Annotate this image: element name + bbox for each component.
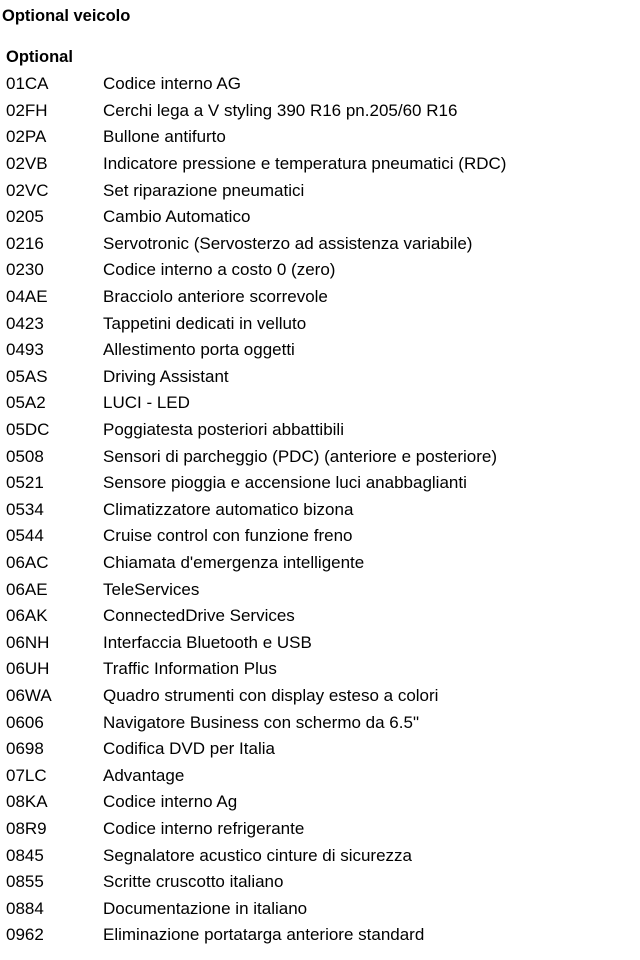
option-code: 06AC — [6, 552, 49, 572]
option-row — [6, 762, 636, 789]
option-description: Chiamata d'emergenza intelligente — [103, 552, 365, 572]
option-code: 05AS — [6, 366, 48, 386]
option-description: Advantage — [103, 765, 185, 785]
option-row — [6, 390, 636, 417]
option-code: 0230 — [6, 260, 44, 280]
option-row — [6, 177, 636, 204]
option-code: 01CA — [6, 74, 49, 94]
option-row — [6, 656, 636, 683]
option-description: Climatizzatore automatico bizona — [103, 499, 354, 519]
option-description: Codifica DVD per Italia — [103, 739, 275, 759]
option-description: Interfaccia Bluetooth e USB — [103, 632, 312, 652]
option-code: 06UH — [6, 659, 50, 679]
option-description: Bracciolo anteriore scorrevole — [103, 287, 328, 307]
option-code: 0698 — [6, 739, 44, 759]
option-row — [6, 736, 636, 763]
option-code: 0205 — [6, 207, 44, 227]
option-description: Documentazione in italiano — [103, 898, 308, 918]
option-description: Cerchi lega a V styling 390 R16 pn.205/60 R16 — [103, 100, 458, 120]
option-code: 05DC — [6, 420, 50, 440]
option-row — [6, 709, 636, 736]
option-description: Eliminazione portatarga anteriore standard — [103, 925, 425, 945]
option-description: Tappetini dedicati in velluto — [103, 313, 307, 333]
option-description: ConnectedDrive Services — [103, 606, 295, 626]
option-row — [6, 842, 636, 869]
option-code: 08R9 — [6, 818, 47, 838]
option-code: 04AE — [6, 287, 48, 307]
option-row — [6, 364, 636, 391]
option-row — [6, 337, 636, 364]
option-code: 0216 — [6, 233, 44, 253]
option-row — [6, 869, 636, 896]
option-description: Quadro strumenti con display esteso a colori — [103, 685, 439, 705]
option-row — [6, 550, 636, 577]
option-code: 07LC — [6, 765, 47, 785]
option-description: LUCI - LED — [103, 393, 190, 413]
option-description: Bullone antifurto — [103, 127, 226, 147]
option-row — [6, 603, 636, 630]
option-description: Codice interno a costo 0 (zero) — [103, 260, 336, 280]
option-description: Set riparazione pneumatici — [103, 180, 305, 200]
option-description: Allestimento porta oggetti — [103, 340, 295, 360]
option-code: 02VB — [6, 154, 48, 174]
option-row — [6, 789, 636, 816]
option-code: 06WA — [6, 685, 52, 705]
options-list — [6, 71, 636, 949]
option-row — [6, 816, 636, 843]
option-code: 02PA — [6, 127, 47, 147]
option-row — [6, 98, 636, 125]
option-row — [6, 895, 636, 922]
option-code: 0606 — [6, 712, 44, 732]
option-row — [6, 151, 636, 178]
option-row — [6, 417, 636, 444]
option-description: Navigatore Business con schermo da 6.5" — [103, 712, 419, 732]
option-row — [6, 124, 636, 151]
option-code: 06AK — [6, 606, 48, 626]
option-row — [6, 922, 636, 949]
option-code: 06NH — [6, 632, 50, 652]
option-description: TeleServices — [103, 579, 200, 599]
option-description: Servotronic (Servosterzo ad assistenza variabile) — [103, 233, 473, 253]
option-code: 02VC — [6, 180, 49, 200]
option-row — [6, 71, 636, 98]
option-code: 0493 — [6, 340, 44, 360]
option-row — [6, 576, 636, 603]
option-row — [6, 629, 636, 656]
option-row — [6, 310, 636, 337]
option-code: 0534 — [6, 499, 44, 519]
option-code: 0423 — [6, 313, 44, 333]
option-row — [6, 204, 636, 231]
option-code: 0508 — [6, 446, 44, 466]
option-code: 0884 — [6, 898, 44, 918]
option-description: Codice interno AG — [103, 74, 241, 94]
option-description: Segnalatore acustico cinture di sicurezza — [103, 845, 412, 865]
option-description: Sensore pioggia e accensione luci anabbaglianti — [103, 473, 467, 493]
option-description: Traffic Information Plus — [103, 659, 277, 679]
option-row — [6, 257, 636, 284]
option-description: Scritte cruscotto italiano — [103, 872, 284, 892]
option-code: 0845 — [6, 845, 44, 865]
option-description: Driving Assistant — [103, 366, 229, 386]
option-row — [6, 683, 636, 710]
option-code: 06AE — [6, 579, 48, 599]
option-row — [6, 284, 636, 311]
option-description: Poggiatesta posteriori abbattibili — [103, 420, 344, 440]
option-description: Cruise control con funzione freno — [103, 526, 353, 546]
option-row — [6, 231, 636, 258]
option-code: 05A2 — [6, 393, 46, 413]
option-code: 0962 — [6, 925, 44, 945]
option-row — [6, 497, 636, 524]
option-row — [6, 443, 636, 470]
option-description: Indicatore pressione e temperatura pneumatici (RDC) — [103, 154, 507, 174]
option-code: 02FH — [6, 100, 48, 120]
option-code: 0521 — [6, 473, 44, 493]
option-code: 08KA — [6, 792, 48, 812]
option-code: 0855 — [6, 872, 44, 892]
option-code: 0544 — [6, 526, 44, 546]
option-row — [6, 470, 636, 497]
page-title: Optional veicolo — [2, 7, 131, 25]
option-description: Sensori di parcheggio (PDC) (anteriore e posteriore) — [103, 446, 498, 466]
option-row — [6, 523, 636, 550]
option-description: Cambio Automatico — [103, 207, 251, 227]
section-heading: Optional — [6, 48, 73, 66]
option-description: Codice interno Ag — [103, 792, 238, 812]
option-description: Codice interno refrigerante — [103, 818, 305, 838]
